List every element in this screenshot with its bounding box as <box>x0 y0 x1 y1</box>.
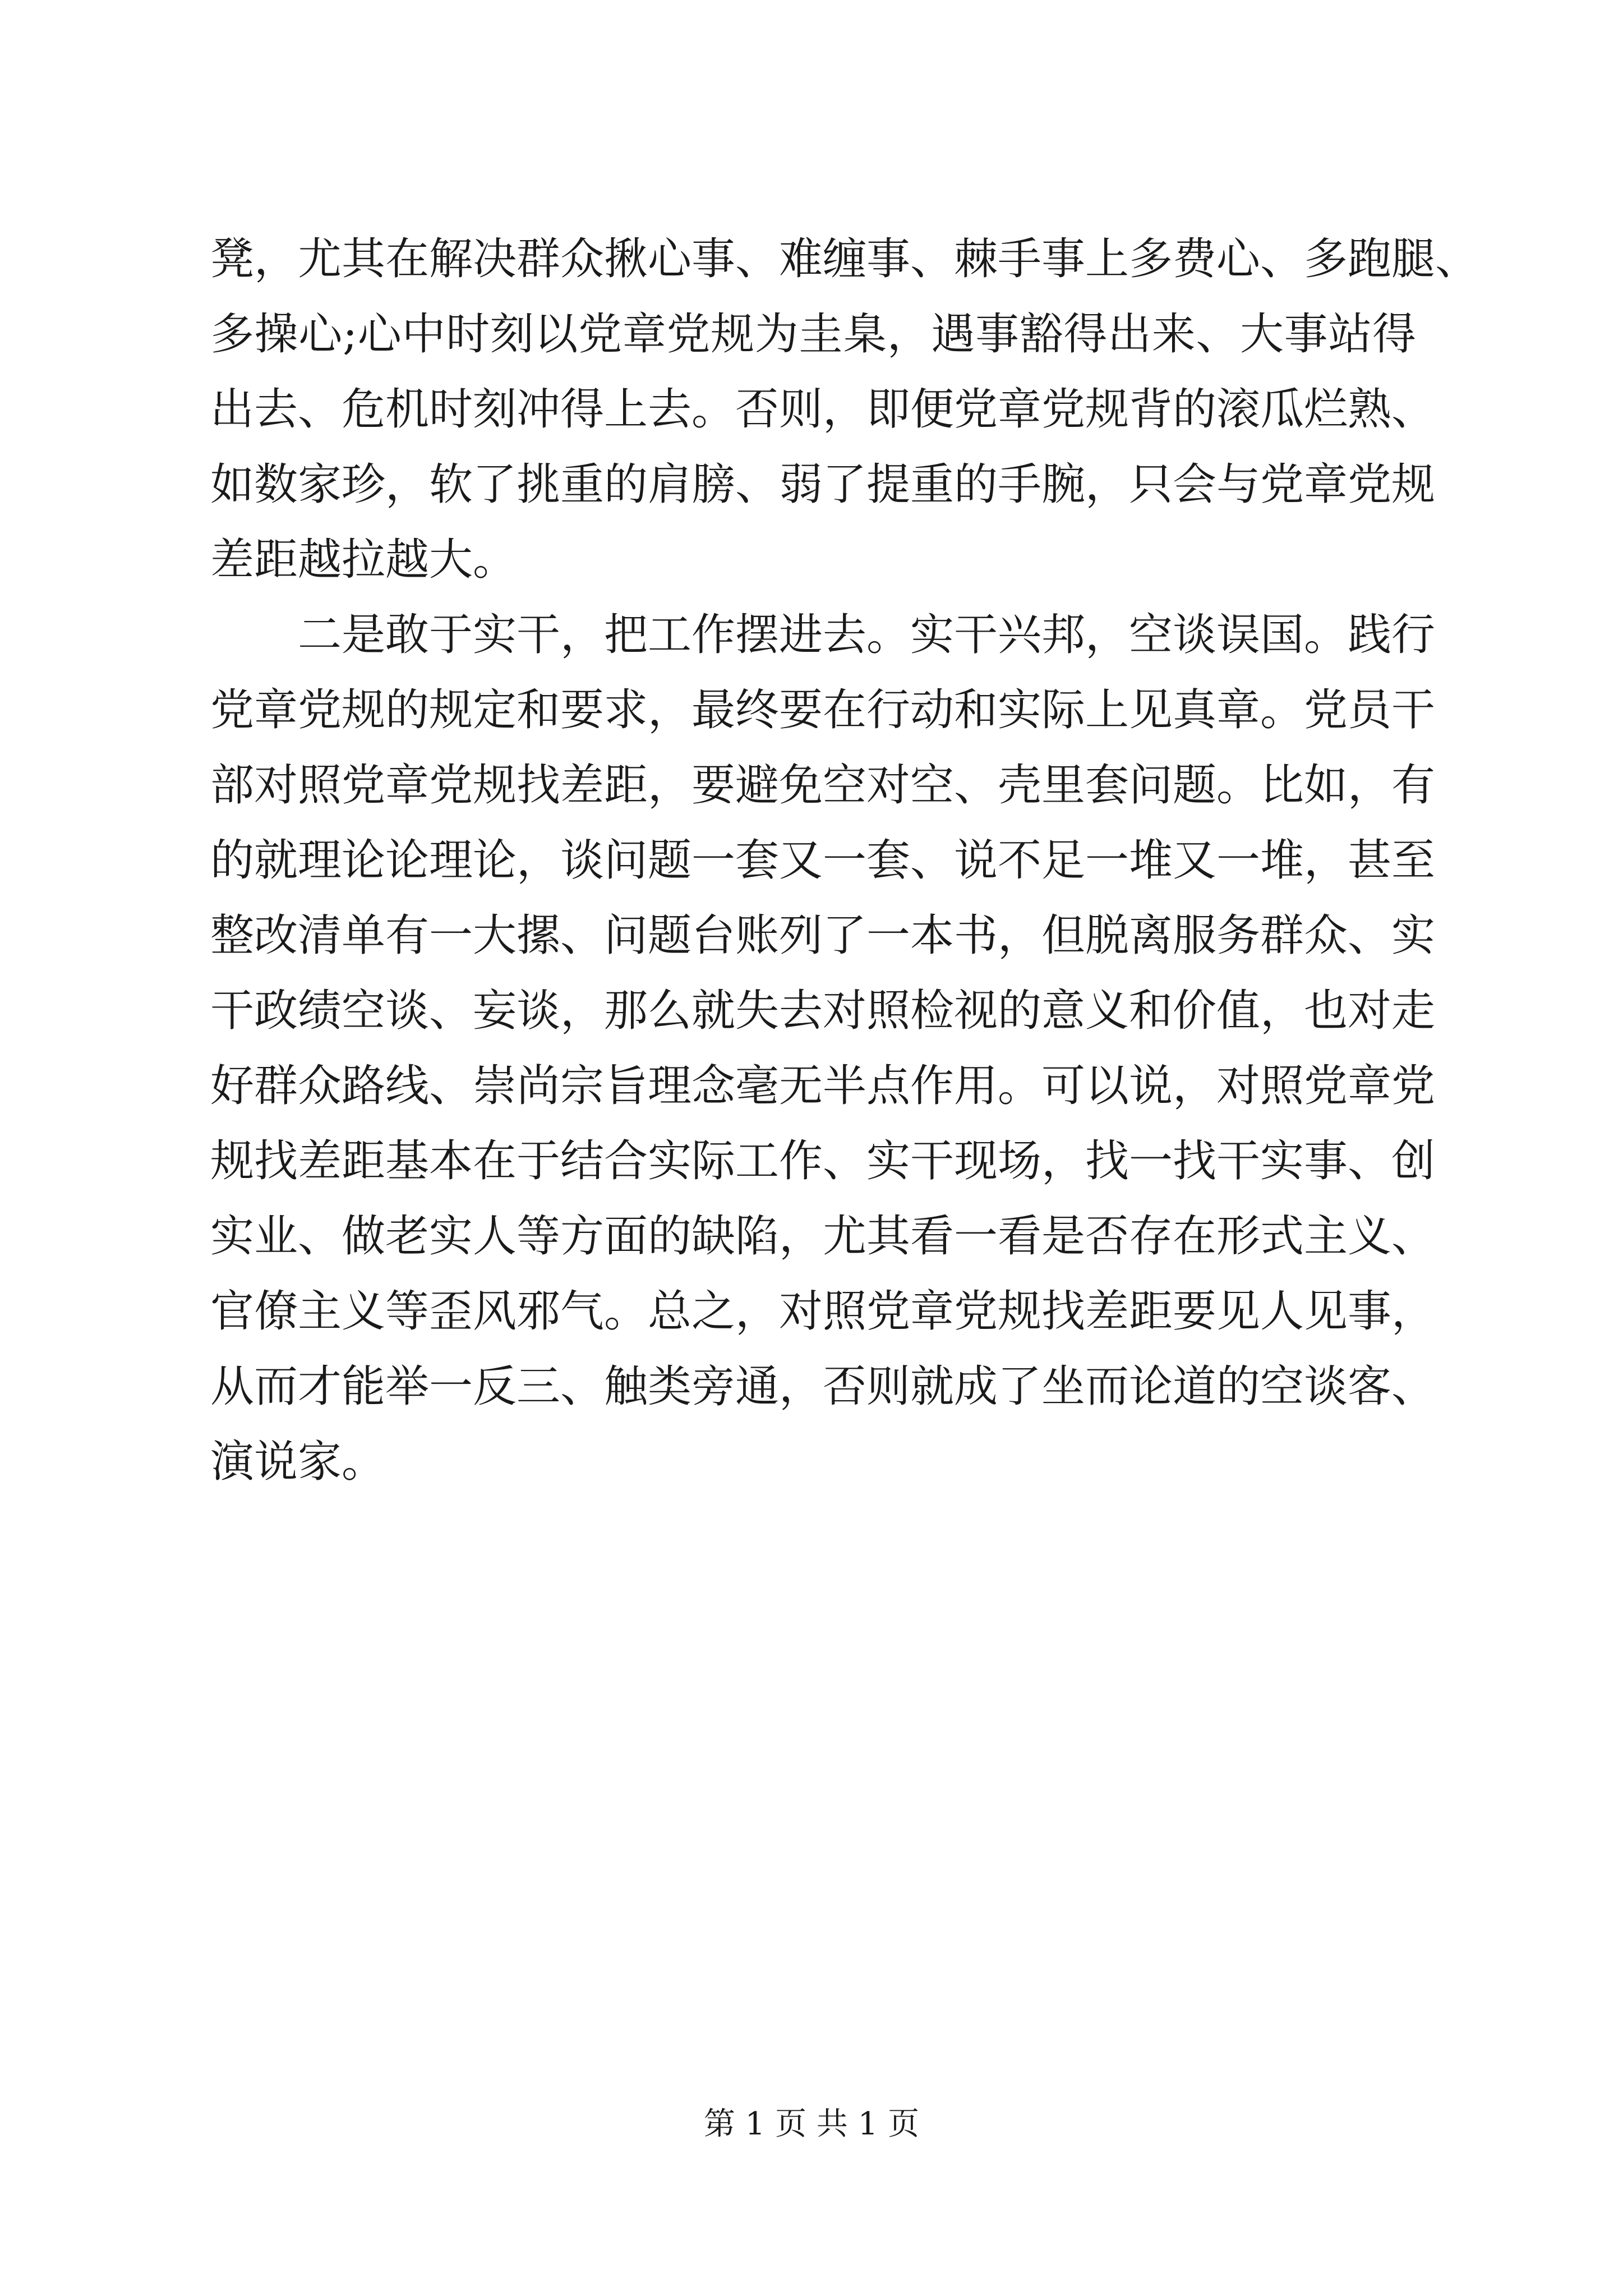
paragraph-line: 干政绩空谈、妄谈，那么就失去对照检视的意义和价值，也对走 <box>210 986 1436 1036</box>
paragraph-line: 凳，尤其在解决群众揪心事、难缠事、棘手事上多费心、多跑腿、 <box>210 234 1479 284</box>
paragraph-1 <box>210 222 1479 597</box>
paragraph-line: 部对照党章党规找差距，要避免空对空、壳里套问题。比如，有 <box>210 760 1436 811</box>
page-number-label: 第 1 页 共 1 页 <box>703 2106 920 2142</box>
paragraph-line: 实业、做老实人等方面的缺陷，尤其看一看是否存在形式主义、 <box>210 1211 1436 1262</box>
paragraph-line: 的就理论论理论，谈问题一套又一套、说不足一堆又一堆，甚至 <box>210 835 1436 886</box>
paragraph-line: 演说家。 <box>210 1437 386 1487</box>
document-body <box>210 222 1479 1499</box>
paragraph-line: 出去、危机时刻冲得上去。否则，即便党章党规背的滚瓜烂熟、 <box>210 384 1436 435</box>
paragraph-2 <box>210 597 1436 1499</box>
paragraph-line: 多操心;心中时刻以党章党规为圭臬，遇事豁得出来、大事站得 <box>210 309 1416 360</box>
paragraph-line: 从而才能举一反三、触类旁通，否则就成了坐而论道的空谈客、 <box>210 1361 1436 1412</box>
paragraph-line: 如数家珍，软了挑重的肩膀、弱了提重的手腕，只会与党章党规 <box>210 459 1436 510</box>
page-footer <box>0 2105 1623 2144</box>
paragraph-line: 差距越拉越大。 <box>210 535 517 585</box>
paragraph-line: 官僚主义等歪风邪气。总之，对照党章党规找差距要见人见事， <box>210 1286 1436 1337</box>
paragraph-line: 好群众路线、崇尚宗旨理念毫无半点作用。可以说，对照党章党 <box>210 1061 1436 1111</box>
paragraph-line: 整改清单有一大摞、问题台账列了一本书，但脱离服务群众、实 <box>210 910 1436 961</box>
paragraph-line: 二是敢于实干，把工作摆进去。实干兴邦，空谈误国。践行 <box>298 610 1436 660</box>
paragraph-line: 党章党规的规定和要求，最终要在行动和实际上见真章。党员干 <box>210 685 1436 735</box>
paragraph-line: 规找差距基本在于结合实际工作、实干现场，找一找干实事、创 <box>210 1136 1436 1186</box>
